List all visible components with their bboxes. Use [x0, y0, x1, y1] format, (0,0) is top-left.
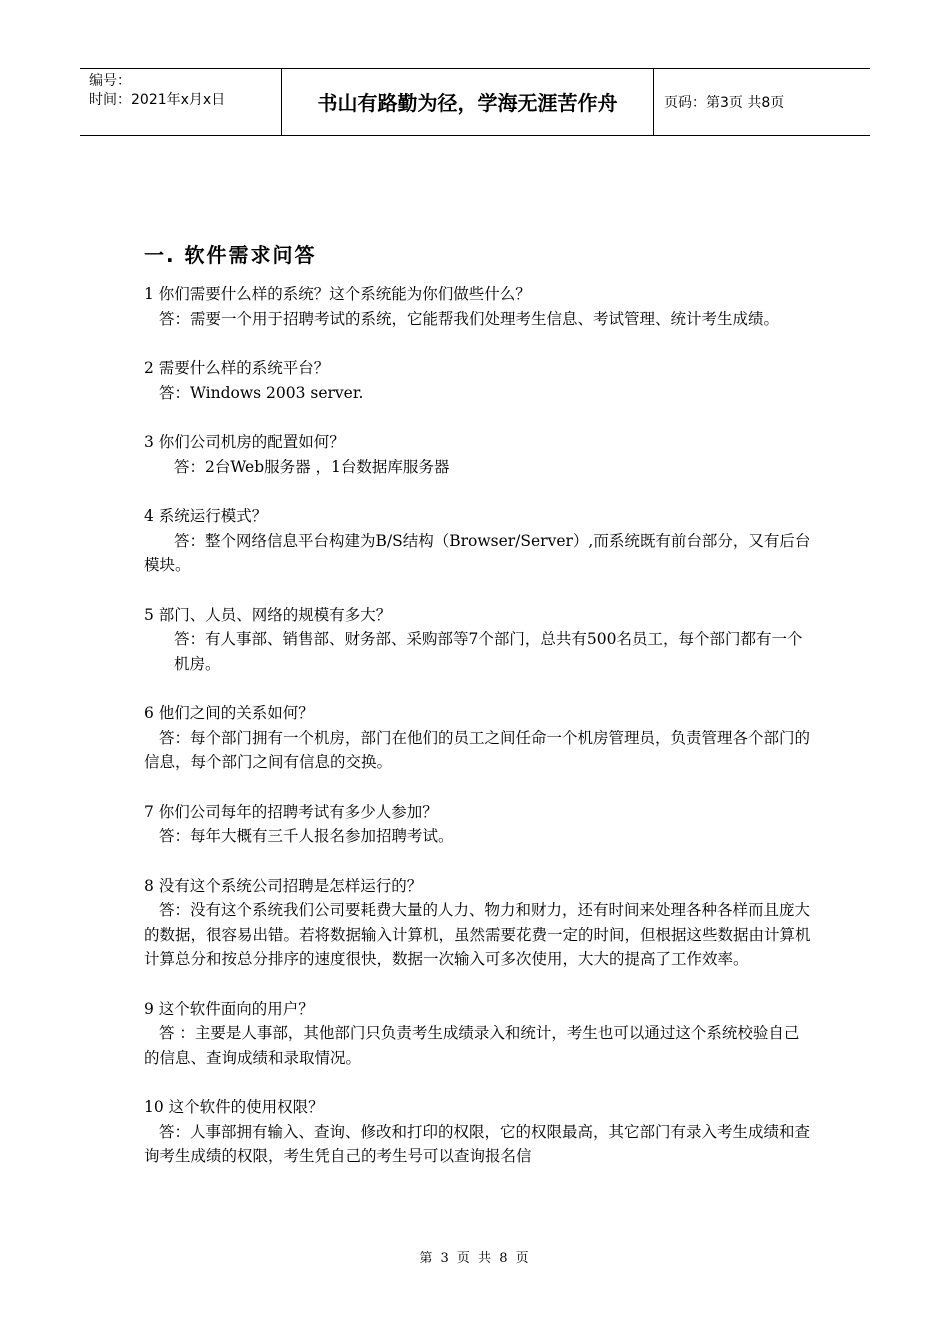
answer: 答 ：主要是人事部，其他部门只负责考生成绩录入和统计，考生也可以通过这个系统校验自己的信息、查询成绩和录取情况。 — [144, 1024, 800, 1067]
document-body — [144, 240, 814, 1194]
answer: 答：有人事部、销售部、财务部、采购部等7个部门，总共有500名员工，每个部门都有一个机房。 — [174, 630, 803, 673]
qa-item-8 — [144, 874, 814, 972]
answer: 答：需要一个用于招聘考试的系统，它能帮我们处理考生信息、考试管理、统计考生成绩。 — [159, 309, 780, 328]
answer: 答：没有这个系统我们公司要耗费大量的人力、物力和财力，还有时间来处理各种各样而且庞大的数据，很容易出错。若将数据输入计算机，虽然需要花费一定的时间，但根据这些数据由计算机计算总分和按总分排序的速度很快，数据一次输入可多次使用，大大的提高了工作效率。 — [144, 901, 811, 968]
question: 5 部门、人员、网络的规模有多大？ — [144, 605, 392, 624]
question: 4 系统运行模式？ — [144, 507, 268, 525]
page-header — [80, 68, 870, 136]
question: 1 你们需要什么样的系统？这个系统能为你们做些什么？ — [144, 285, 531, 303]
question: 8 没有这个系统公司招聘是怎样运行的？ — [144, 876, 423, 895]
qa-item-7 — [144, 800, 814, 849]
answer: 答：整个网络信息平台构建为B/S结构（Browser/Server）,而系统既有前台部分，又有后台模块。 — [144, 531, 811, 574]
qa-item-6 — [144, 701, 814, 775]
section-title: 一. 软件需求问答 — [144, 243, 317, 267]
qa-item-1 — [144, 282, 814, 331]
qa-item-2 — [144, 356, 814, 405]
question: 6 他们之间的关系如何？ — [144, 704, 314, 722]
question: 10 这个软件的使用权限？ — [144, 1098, 324, 1116]
qa-item-10 — [144, 1095, 814, 1169]
answer: 答：Windows 2003 server. — [159, 383, 364, 402]
header-page-number: 页码：第3页 共8页 — [664, 95, 785, 111]
answer: 答：2台Web服务器 ，1台数据库服务器 — [174, 457, 450, 476]
page-footer: 第 3 页 共 8 页 — [419, 1251, 531, 1266]
header-motto: 书山有路勤为径，学海无涯苦作舟 — [282, 69, 654, 135]
document-number-label: 编号： — [89, 73, 131, 89]
answer: 答：每个部门拥有一个机房，部门在他们的员工之间任命一个机房管理员，负责管理各个部门的信息，每个部门之间有信息的交换。 — [144, 728, 811, 771]
qa-item-5 — [144, 603, 814, 677]
document-time-label: 时间：2021年x月x日 — [89, 92, 226, 108]
question: 2 需要什么样的系统平台？ — [144, 359, 330, 377]
question: 3 你们公司机房的配置如何？ — [144, 433, 345, 451]
qa-item-9 — [144, 997, 814, 1071]
header-meta — [80, 69, 282, 135]
answer: 答：每年大概有三千人报名参加招聘考试。 — [159, 827, 454, 845]
question: 9 这个软件面向的用户？ — [144, 999, 314, 1018]
qa-item-4 — [144, 504, 814, 578]
answer: 答：人事部拥有输入、查询、修改和打印的权限，它的权限最高，其它部门有录入考生成绩和查询考生成绩的权限，考生凭自己的考生号可以查询报名信 — [144, 1122, 811, 1165]
qa-item-3 — [144, 430, 814, 479]
question: 7 你们公司每年的招聘考试有多少人参加？ — [144, 802, 438, 821]
